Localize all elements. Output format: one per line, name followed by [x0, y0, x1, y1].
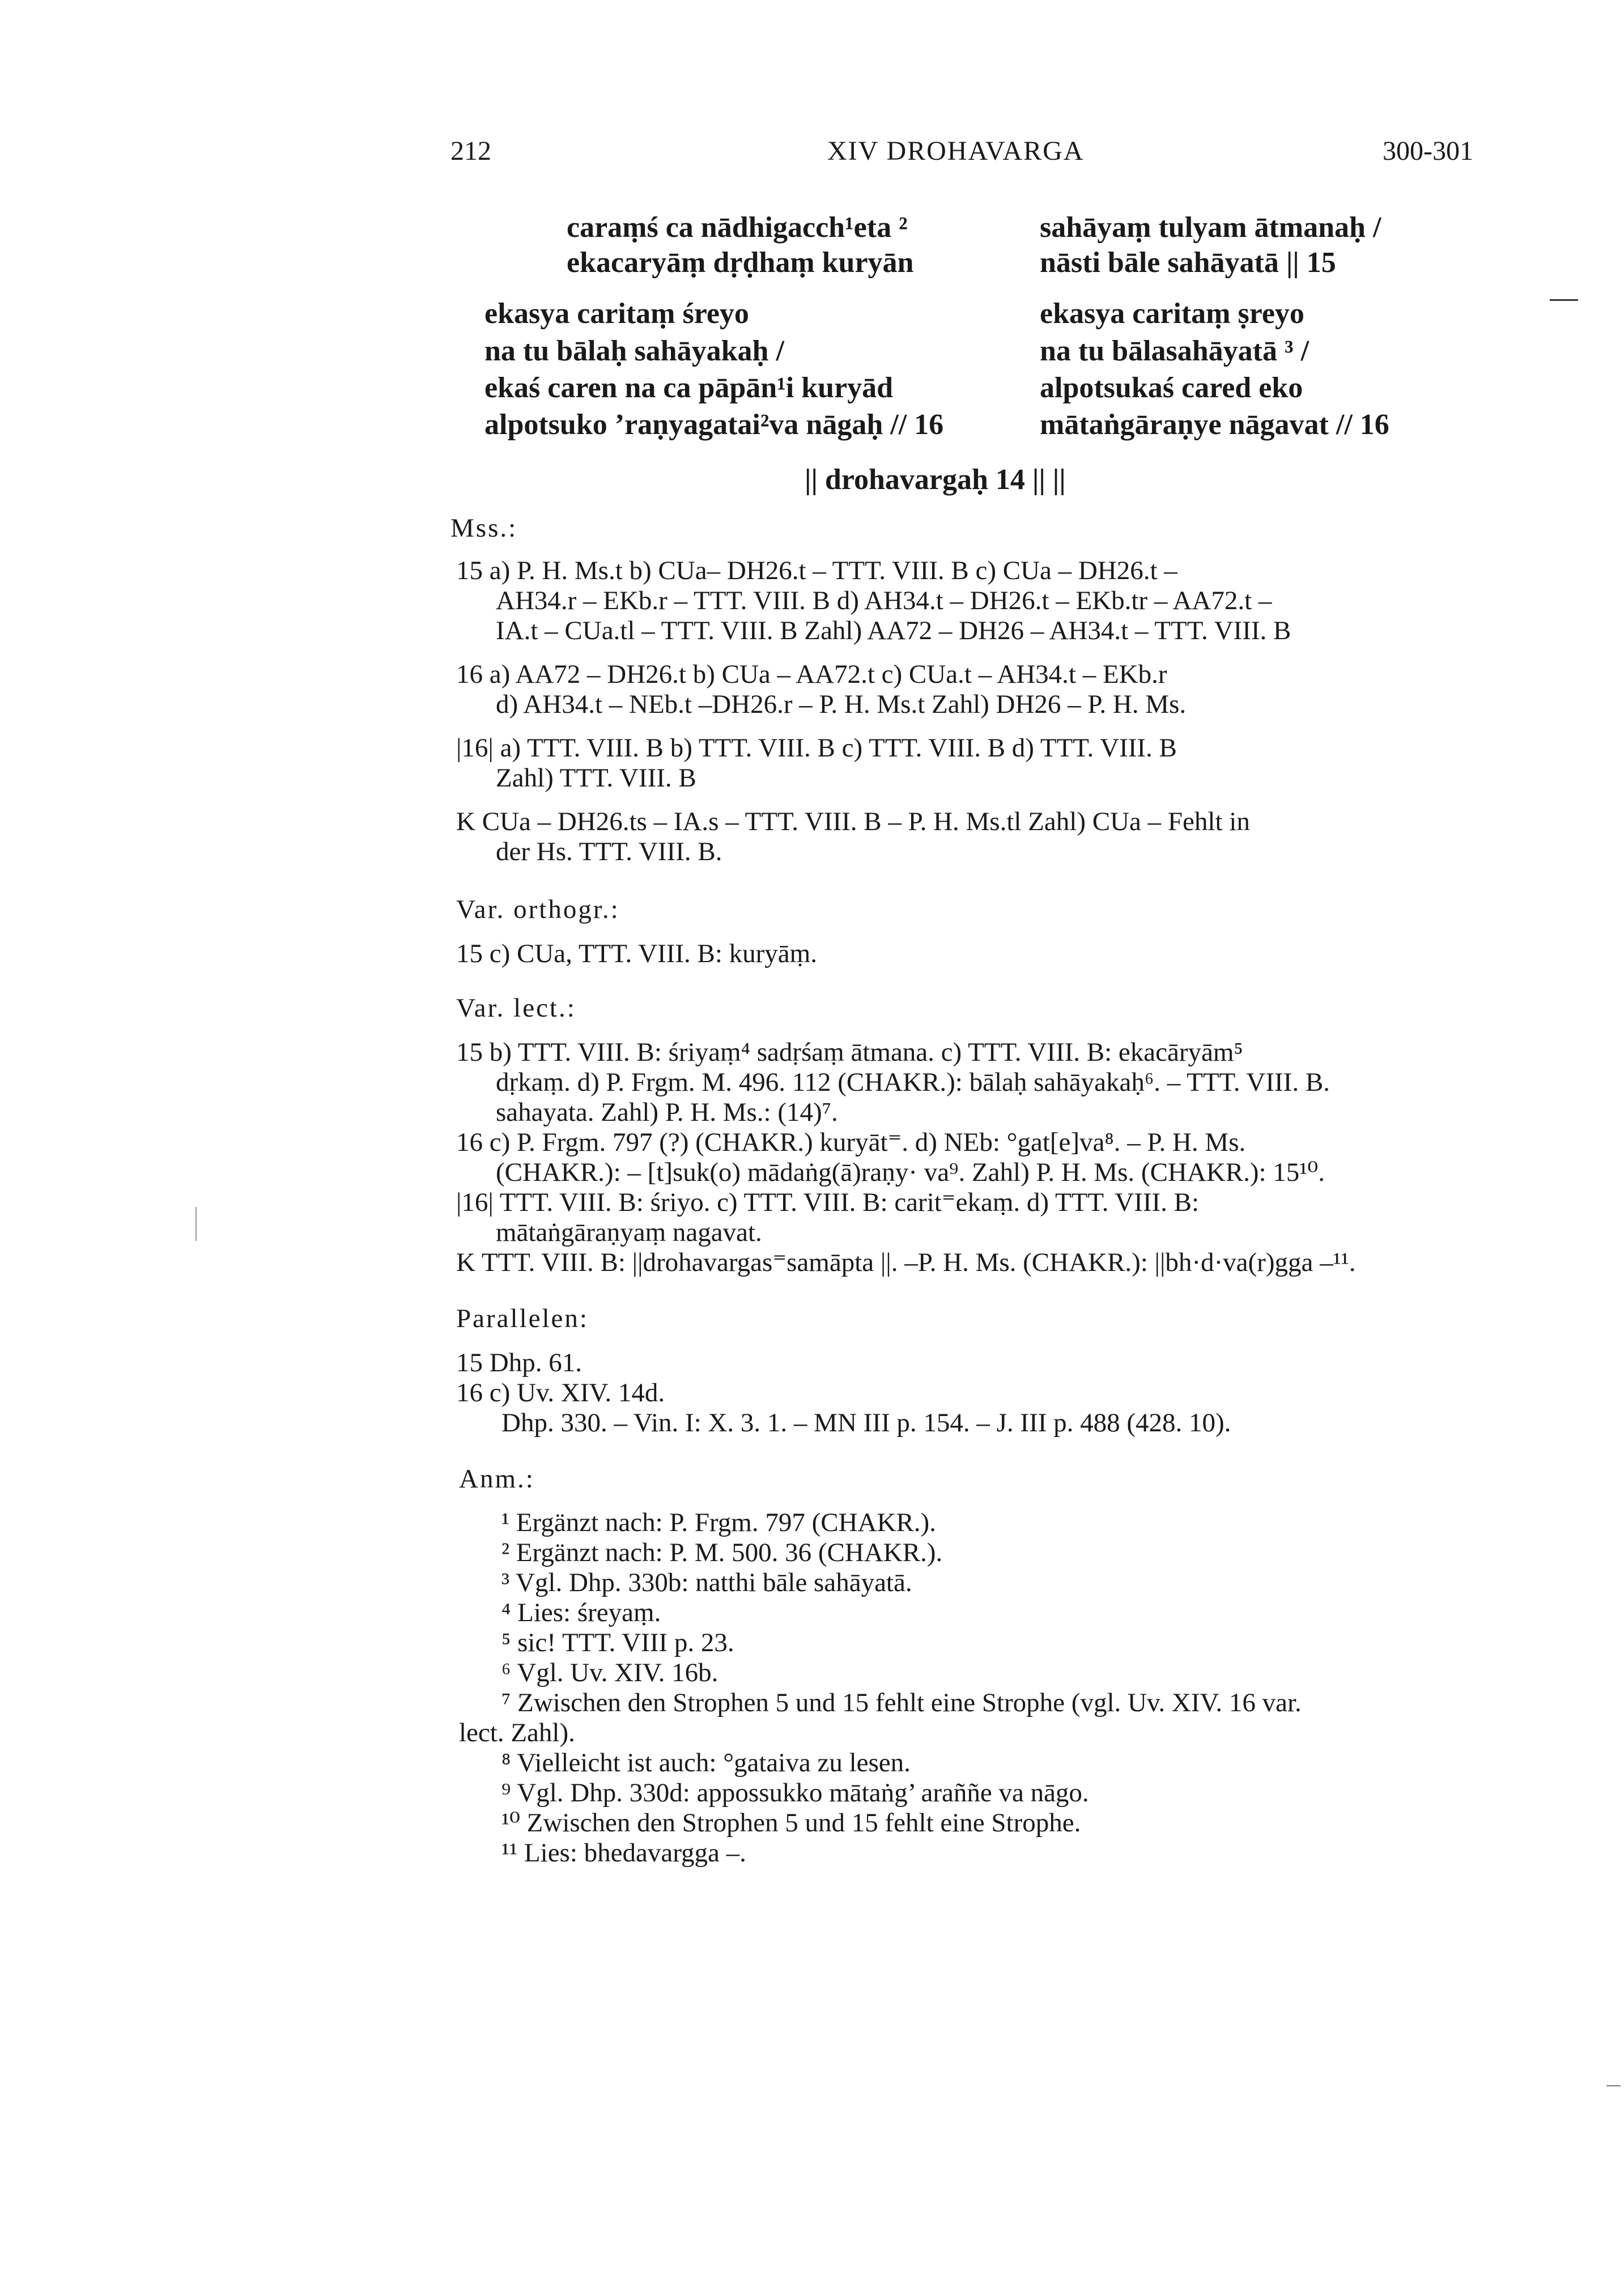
verse-right-line: alpotsukaś cared eko — [1040, 372, 1303, 404]
orthogr-line: 15 c) CUa, TTT. VIII. B: kuryāṃ. — [456, 939, 817, 968]
parallel-line: 15 Dhp. 61. — [456, 1348, 582, 1377]
verse-left-line: caraṃś ca nādhigacch¹eta ² — [567, 211, 908, 244]
footnote-line: ⁸ Vielleicht ist auch: °gataiva zu lesen. — [501, 1748, 911, 1778]
scan-mark — [195, 1207, 197, 1241]
lect-line: dṛkaṃ. d) P. Frgm. M. 496. 112 (CHAKR.): bālaḥ sahāyakaḥ⁶. – TTT. VIII. B. — [496, 1068, 1330, 1097]
footnote-line: ¹⁰ Zwischen den Strophen 5 und 15 fehlt eine Strophe. — [501, 1808, 1081, 1838]
verse-left-line: ekasya caritaṃ śreyo — [484, 297, 749, 330]
section-heading-anm: Anm.: — [459, 1464, 535, 1494]
lect-line: |16| TTT. VIII. B: śriyo. c) TTT. VIII. B: carit⁼ekaṃ. d) TTT. VIII. B: — [456, 1188, 1200, 1217]
verse-left-line: ekaś caren na ca pāpān¹i kuryād — [484, 372, 894, 404]
mss-line: 16 a) AA72 – DH26.t b) CUa – AA72.t c) CUa.t – AH34.t – EKb.r — [456, 660, 1167, 689]
footnote-line: ⁶ Vgl. Uv. XIV. 16b. — [501, 1658, 719, 1687]
mss-line: AH34.r – EKb.r – TTT. VIII. B d) AH34.t – DH26.t – EKb.tr – AA72.t – — [496, 586, 1272, 615]
mss-line: der Hs. TTT. VIII. B. — [496, 837, 722, 866]
footnote-line: ³ Vgl. Dhp. 330b: natthi bāle sahāyatā. — [501, 1568, 912, 1597]
footnote-line: ¹¹ Lies: bhedavargga –. — [501, 1838, 746, 1868]
parallel-line: Dhp. 330. – Vin. I: X. 3. 1. – MN III p. 154. – J. III p. 488 (428. 10). — [501, 1408, 1231, 1438]
verse-right-line: na tu bālasahāyatā ³ / — [1040, 335, 1310, 367]
margin-dash-mark — [1550, 299, 1578, 301]
page-number: 212 — [450, 136, 491, 166]
footnote-line: ⁴ Lies: śreyaṃ. — [501, 1598, 661, 1627]
section-heading-parallelen: Parallelen: — [456, 1304, 589, 1333]
footnote-line: ⁵ sic! TTT. VIII p. 23. — [501, 1628, 734, 1657]
lect-line: sahayata. Zahl) P. H. Ms.: (14)⁷. — [496, 1098, 838, 1127]
mss-line: K CUa – DH26.ts – IA.s – TTT. VIII. B – P. H. Ms.tl Zahl) CUa – Fehlt in — [456, 807, 1250, 836]
verse-left-line: na tu bālaḥ sahāyakaḥ / — [484, 335, 784, 367]
lect-line: (CHAKR.): – [t]suk(o) mādaṅg(ā)raṇy· va⁹. Zahl) P. H. Ms. (CHAKR.): 15¹⁰. — [496, 1158, 1325, 1187]
lect-line: K TTT. VIII. B: ||drohavargas⁼samāpta ||. –P. H. Ms. (CHAKR.): ||bh·d·va(r)gga –¹¹. — [456, 1248, 1356, 1277]
mss-line: d) AH34.t – NEb.t –DH26.r – P. H. Ms.t Zahl) DH26 – P. H. Ms. — [496, 690, 1187, 719]
section-heading-mss: Mss.: — [450, 513, 518, 543]
mss-line: IA.t – CUa.tl – TTT. VIII. B Zahl) AA72 – DH26 – AH34.t – TTT. VIII. B — [496, 616, 1291, 645]
footnote-line: lect. Zahl). — [459, 1718, 575, 1747]
verse-range: 300-301 — [1383, 136, 1473, 166]
lect-line: mātaṅgāraṇyaṃ nagavat. — [496, 1218, 762, 1247]
scan-mark — [1606, 2085, 1621, 2086]
verse-right-line: sahāyaṃ tulyam ātmanaḥ / — [1040, 211, 1381, 244]
lect-line: 15 b) TTT. VIII. B: śriyaṃ⁴ sadṛśaṃ ātmana. c) TTT. VIII. B: ekacāryām⁵ — [456, 1038, 1243, 1067]
mss-line: Zahl) TTT. VIII. B — [496, 763, 696, 793]
section-heading-var-orthogr: Var. orthogr.: — [456, 895, 620, 924]
verse-right-line: mātaṅgāraṇye nāgavat // 16 — [1040, 409, 1389, 441]
lect-line: 16 c) P. Frgm. 797 (?) (CHAKR.) kuryāt⁼. d) NEb: °gat[e]va⁸. – P. H. Ms. — [456, 1128, 1246, 1157]
verse-right-line: nāsti bāle sahāyatā || 15 — [1040, 246, 1336, 279]
verse-right-line: ekasya caritaṃ ṣreyo — [1040, 297, 1304, 330]
parallel-line: 16 c) Uv. XIV. 14d. — [456, 1378, 665, 1408]
running-title: XIV DROHAVARGA — [827, 136, 1085, 166]
footnote-line: ⁷ Zwischen den Strophen 5 und 15 fehlt eine Strophe (vgl. Uv. XIV. 16 var. — [501, 1688, 1302, 1717]
verse-left-line: alpotsuko ’raṇyagatai²va nāgaḥ // 16 — [484, 409, 944, 441]
mss-line: |16| a) TTT. VIII. B b) TTT. VIII. B c) TTT. VIII. B d) TTT. VIII. B — [456, 733, 1177, 763]
mss-line: 15 a) P. H. Ms.t b) CUa– DH26.t – TTT. VIII. B c) CUa – DH26.t – — [456, 556, 1177, 585]
footnote-line: ⁹ Vgl. Dhp. 330d: appossukko mātaṅg’ araññe va nāgo. — [501, 1778, 1089, 1808]
footnote-line: ¹ Ergänzt nach: P. Frgm. 797 (CHAKR.). — [501, 1508, 936, 1537]
section-heading-var-lect: Var. lect.: — [456, 993, 576, 1023]
chapter-closing: || drohavargaḥ 14 || || — [805, 464, 1066, 496]
verse-left-line: ekacaryāṃ dṛḍhaṃ kuryān — [567, 246, 914, 279]
footnote-line: ² Ergänzt nach: P. M. 500. 36 (CHAKR.). — [501, 1538, 943, 1567]
